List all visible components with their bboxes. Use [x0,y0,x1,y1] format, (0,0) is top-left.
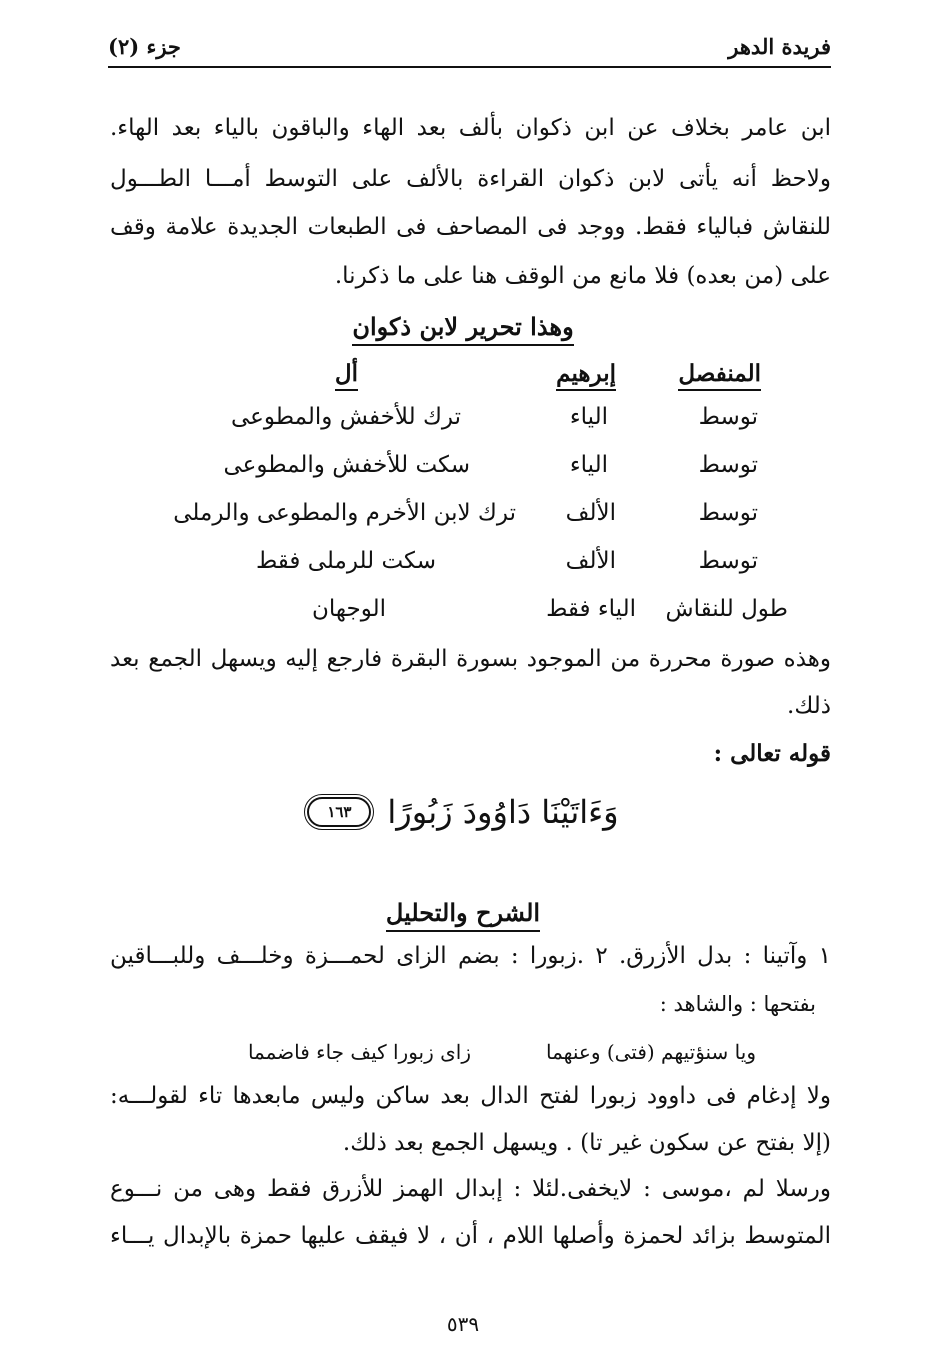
qawluhu-heading: قوله تعالى : [713,740,831,767]
table-cell-ibrahim: الياء [569,452,608,478]
verse-text: وَءَاتَيْنَا دَاوُودَ زَبُورًا [387,793,619,831]
table-cell-al: الوجهان [312,596,386,622]
table-cell-munfasil: توسط [698,404,758,430]
table-cell-ibrahim: الياء فقط [546,596,636,622]
column-header-munfasil: المنفصل [678,360,761,391]
table-cell-ibrahim: الياء [569,404,608,430]
intro-line-3: للنقاش فبالياء فقط. ووجد فى المصاحف فى الطبعات الجديدة علامة وقف [110,214,831,240]
column-header-ibrahim: إبرهيم [556,360,616,391]
explanation-line-4: (إلا بفتح عن سكون غير تا) . ويسهل الجمع بعد ذلك. [342,1130,831,1156]
poem-hemistich-left: زاى زبورا كيف جاء فاضمما [247,1040,471,1064]
table-title [0,312,926,341]
section-title [0,898,926,927]
intro-line-1: ابن عامر بخلاف عن ابن ذكوان بألف بعد الهاء والباقون بالياء بعد الهاء. [110,115,831,141]
explanation-line-5: ورسلا لم ،موسى : لايخفى.لئلا : إبدال الهمز للأزرق فقط وهى من نـــوع [110,1176,831,1202]
explanation-line-2: بفتحها : والشاهد : [659,992,816,1016]
after-table-line-1: وهذه صورة محررة من الموجود بسورة البقرة فارجع إليه ويسهل الجمع بعد [110,646,831,672]
table-cell-al: ترك لابن الأخرم والمطوعى والرملى [173,500,516,526]
explanation-line-6: المتوسط بزائد لحمزة وأصلها اللام ، أن ، لا فيقف عليها حمزة بالإبدال يـــاء [110,1223,831,1249]
volume-label: جزء (٢) [108,33,181,59]
table-cell-munfasil: توسط [698,548,758,574]
explanation-line-3: ولا إدغام فى داوود زبورا لفتح الدال بعد ساكن وليس مابعدها تاء لقولـــه: [110,1083,831,1109]
table-cell-munfasil: توسط [698,500,758,526]
running-header [108,26,831,68]
explanation-line-1: ١ وآتينا : بدل الأزرق. ٢ .زبورا : بضم الزاى لحمـــزة وخلـــف وللبـــاقين [110,943,832,969]
book-title: فريدة الدهر [728,33,831,59]
table-cell-al: سكت للرملى فقط [255,548,436,574]
page-number: ٥٣٩ [446,1312,480,1336]
intro-line-4: على (من بعده) فلا مانع من الوقف هنا على ما ذكرنا. [334,263,831,289]
table-cell-al: ترك للأخفش والمطوعى [230,404,461,430]
verse-number-marker: ١٦٣ [307,797,371,827]
poem-hemistich-right: ويا سنؤتيهم (فتى) وعنهما [545,1040,756,1064]
table-cell-munfasil: طول للنقاش [665,596,788,622]
table-title-text: وهذا تحرير لابن ذكوان [352,312,573,346]
quran-verse [0,790,926,834]
table-cell-ibrahim: الألف [565,500,616,526]
table-cell-al: سكت للأخفش والمطوعى [223,452,470,478]
after-table-line-2: ذلك. [787,693,831,719]
table-cell-ibrahim: الألف [565,548,616,574]
section-title-text: الشرح والتحليل [386,898,540,932]
table-cell-munfasil: توسط [698,452,758,478]
column-header-al: أل [335,360,358,391]
intro-line-2: ولاحظ أنه يأتى لابن ذكوان القراءة بالألف على التوسط أمـــا الطـــول [110,166,831,192]
